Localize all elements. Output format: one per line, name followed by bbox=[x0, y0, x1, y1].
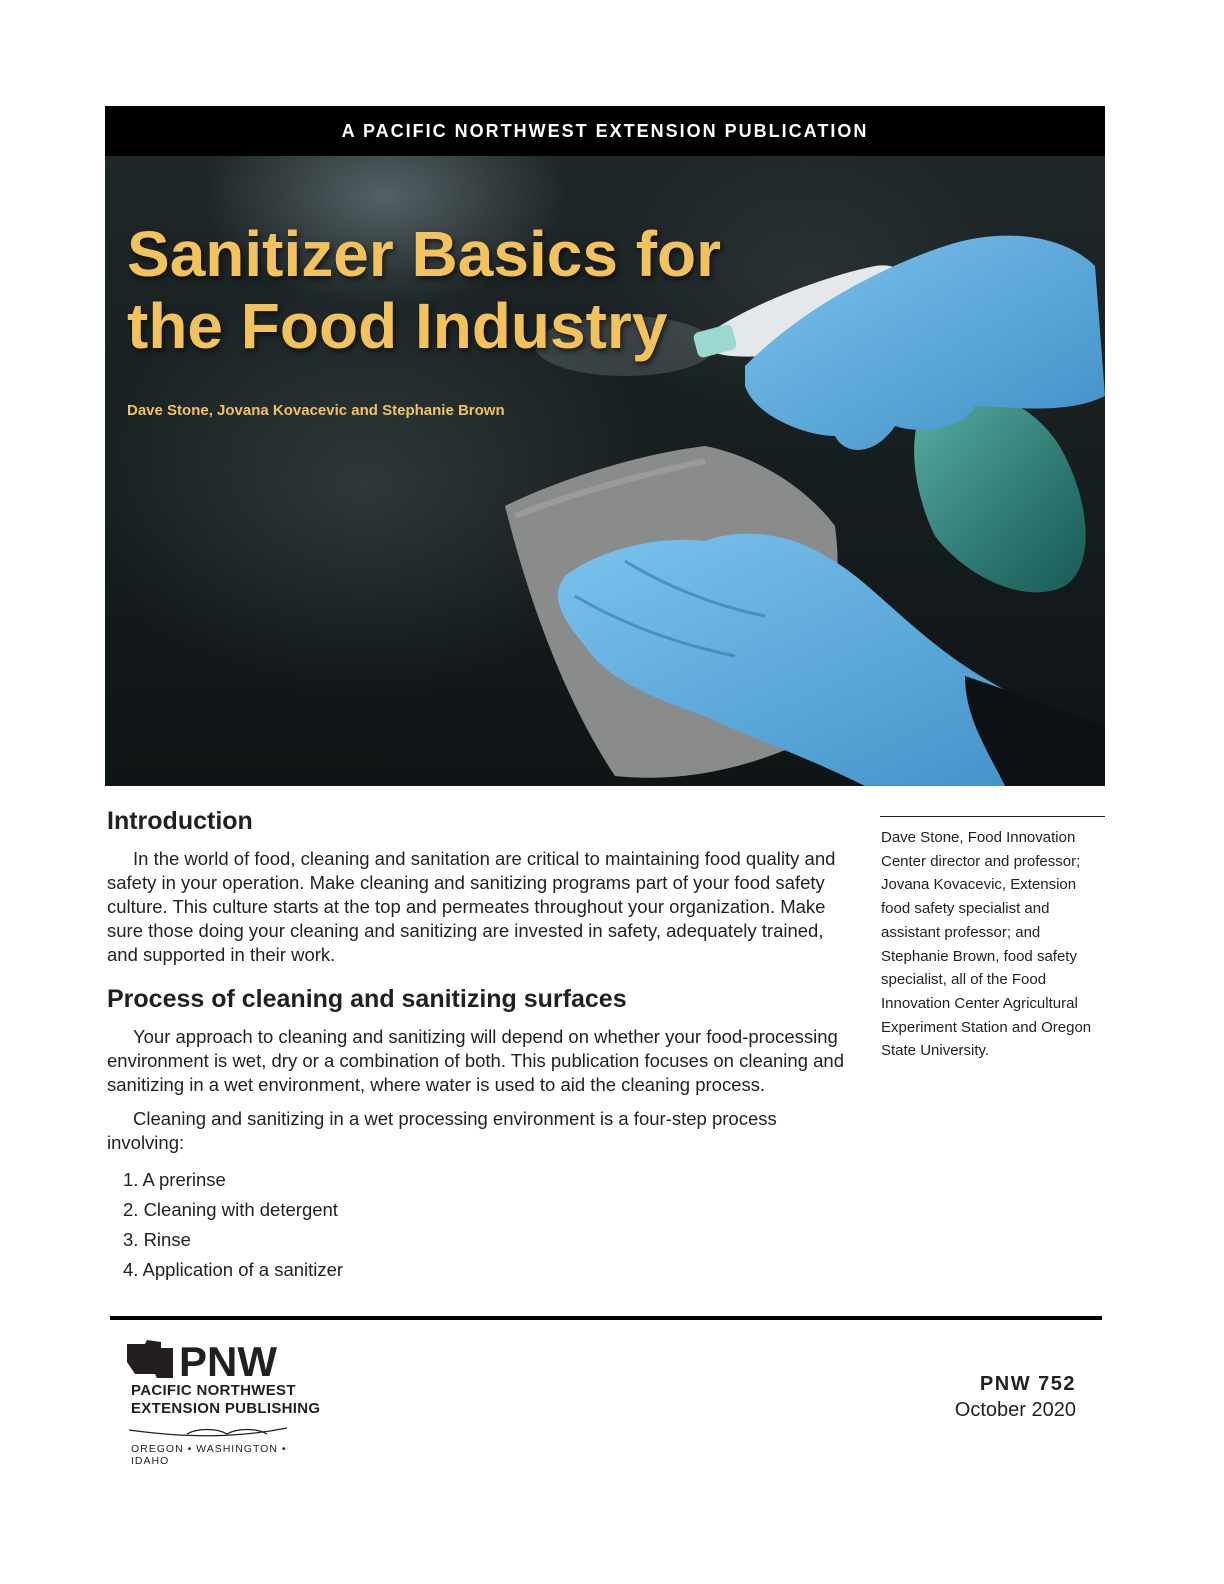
logo-states: OREGON • WASHINGTON • IDAHO bbox=[131, 1443, 287, 1467]
top-glove-icon bbox=[745, 236, 1105, 450]
publication-number: PNW 752 bbox=[979, 1373, 1076, 1395]
steps-list bbox=[107, 1165, 852, 1285]
list-item: 1. A prerinse bbox=[123, 1169, 226, 1190]
pnw-map-icon bbox=[127, 1338, 327, 1382]
list-item: 3. Rinse bbox=[123, 1229, 191, 1250]
list-item: 4. Application of a sanitizer bbox=[123, 1259, 344, 1280]
intro-heading: Introduction bbox=[107, 807, 253, 835]
process-paragraph-1: Your approach to cleaning and sanitizing will depend on whether your food-processing environment is wet, dry or a combination of both. This publication focuses on cleaning and sanitizing in a wet environment, where water is used to aid the cleaning process. bbox=[107, 1026, 845, 1095]
logo-line-1: PACIFIC NORTHWEST bbox=[131, 1382, 296, 1399]
process-heading: Process of cleaning and sanitizing surfaces bbox=[107, 985, 627, 1013]
footer-divider bbox=[110, 1316, 1102, 1320]
hero-authors: Dave Stone, Jovana Kovacevic and Stephanie Brown bbox=[127, 402, 505, 419]
document-title: Sanitizer Basics for the Food Industry bbox=[127, 218, 721, 362]
publication-date: October 2020 bbox=[954, 1399, 1076, 1421]
publication-banner bbox=[105, 106, 1105, 156]
intro-paragraph: In the world of food, cleaning and sanitation are critical to maintaining food quality and safety in your operation. Make cleaning and sanitizing programs part of your food safety culture. This culture starts at the top and permeates throughout your organization. Make sure those doing your cleaning and sanitizing are invested in safety, adequately trained, and supported in their work. bbox=[107, 848, 836, 965]
logo-line-2: EXTENSION PUBLISHING bbox=[131, 1400, 321, 1417]
sidebar-divider bbox=[880, 816, 1105, 817]
main-content bbox=[107, 805, 852, 1285]
author-affiliations: Dave Stone, Food Innovation Center director and professor; Jovana Kovacevic, Extension food safety specialist and assistant professor; and Stephanie Brown, food safety specialist, all of the Food Innovation Center Agricultural Experiment Station and Oregon State University. bbox=[881, 829, 1092, 1060]
banner-text: A PACIFIC NORTHWEST EXTENSION PUBLICATION bbox=[341, 120, 869, 141]
process-paragraph-2: Cleaning and sanitizing in a wet processing environment is a four-step process involving: bbox=[107, 1108, 777, 1153]
pnw-mark: PNW bbox=[179, 1338, 277, 1382]
list-item: 2. Cleaning with detergent bbox=[123, 1199, 338, 1220]
pnw-logo bbox=[127, 1338, 327, 1467]
book-swoosh-icon bbox=[127, 1424, 327, 1440]
hero-image bbox=[105, 156, 1105, 786]
